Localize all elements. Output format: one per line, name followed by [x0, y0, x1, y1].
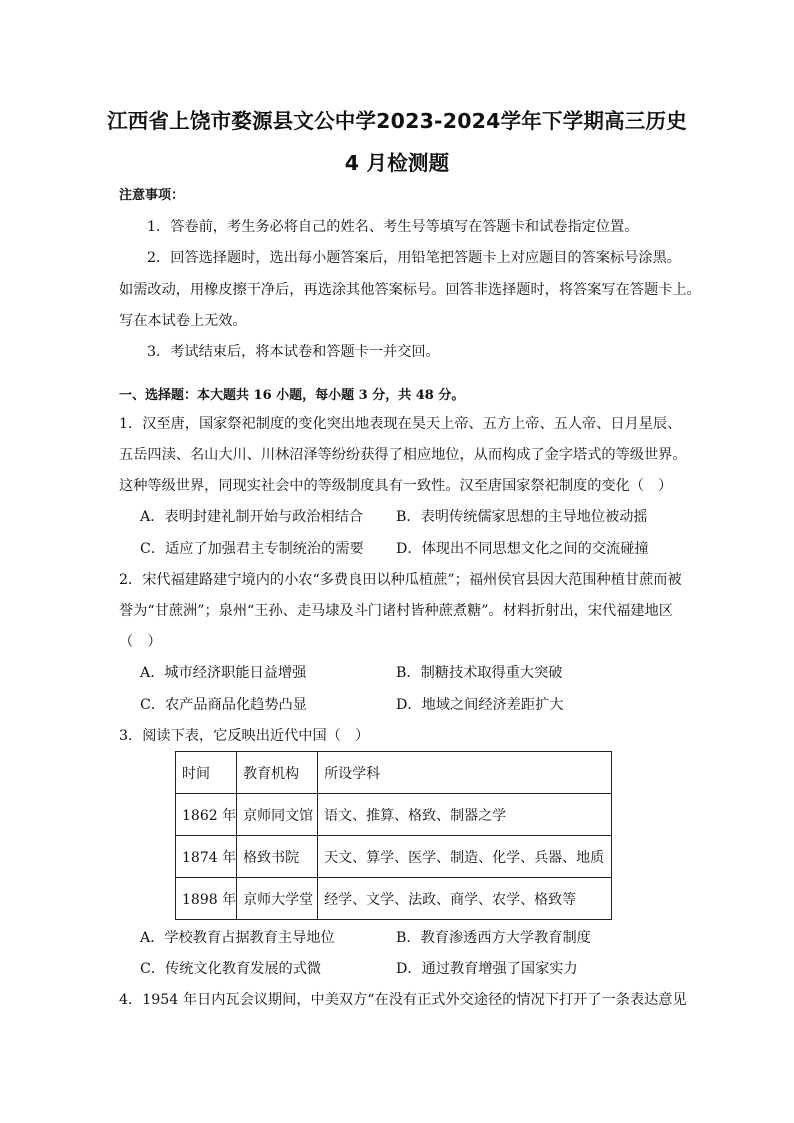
section-heading: 一、选择题：本大题共 16 小题，每小题 3 分，共 48 分。	[119, 388, 465, 403]
q2-stem-line1: 2．宋代福建路建宁境内的小农“多费良田以种瓜植蔗”；福州侯官县因大范围种植甘蔗而被	[119, 572, 682, 588]
table-row	[176, 878, 612, 920]
table-header-cell: 所设学科	[318, 752, 612, 794]
table-row	[176, 836, 612, 878]
q2-stem-line2: 誉为“甘蔗洲”；泉州“王孙、走马埭及斗门诸村皆种蔗煮糖”。材料折射出，宋代福建地区	[119, 603, 673, 619]
table-header-cell: 时间	[176, 752, 237, 794]
q1-option-c: C．适应了加强君主专制统治的需要	[140, 541, 364, 557]
table-cell: 1898 年	[176, 878, 237, 920]
q1-stem-line2: 五岳四渎、名山大川、川林沼泽等纷纷获得了相应地位，从而构成了金字塔式的等级世界。	[119, 447, 687, 463]
table-cell: 经学、文学、法政、商学、农学、格致等	[318, 878, 612, 920]
table-cell: 京师大学堂	[237, 878, 318, 920]
q1-option-d: D．体现出不同思想文化之间的交流碰撞	[396, 541, 649, 557]
q1-option-b: B．表明传统儒家思想的主导地位被动摇	[396, 509, 648, 525]
table-cell: 天文、算学、医学、制造、化学、兵器、地质	[318, 836, 612, 878]
q3-stem: 3．阅读下表，它反映出近代中国（ ）	[119, 728, 370, 744]
q3-option-c: C．传统文化教育发展的式微	[140, 961, 322, 977]
q3-option-a: A．学校教育占据教育主导地位	[140, 930, 335, 946]
exam-title-line1: 江西省上饶市婺源县文公中学2023-2024学年下学期高三历史	[107, 109, 687, 133]
table-row	[176, 794, 612, 836]
q1-stem-line3: 这种等级世界，同现实社会中的等级制度具有一致性。汉至唐国家祭祀制度的变化（ ）	[119, 478, 673, 494]
q2-option-a: A．城市经济职能日益增强	[140, 665, 307, 681]
table-header-cell: 教育机构	[237, 752, 318, 794]
notice-item-2-line3: 写在本试卷上无效。	[119, 313, 247, 329]
notice-heading: 注意事项：	[119, 188, 185, 203]
q3-table	[175, 751, 612, 920]
q2-option-d: D．地域之间经济差距扩大	[396, 697, 564, 713]
q4-stem-line1: 4．1954 年日内瓦会议期间，中美双方“在没有正式外交途径的情况下打开了一条表达意见	[119, 992, 687, 1008]
notice-item-1: 1．答卷前，考生务必将自己的姓名、考生号等填写在答题卡和试卷指定位置。	[147, 219, 639, 235]
table-cell: 1862 年	[176, 794, 237, 836]
q1-option-a: A．表明封建礼制开始与政治相结合	[140, 509, 364, 525]
q2-option-c: C．农产品商品化趋势凸显	[140, 697, 307, 713]
table-header-row	[176, 752, 612, 794]
table-cell: 格致书院	[237, 836, 318, 878]
exam-title-line2: 4 月检测题	[344, 151, 450, 175]
table-cell: 1874 年	[176, 836, 237, 878]
q3-option-b: B．教育渗透西方大学教育制度	[396, 930, 591, 946]
q2-stem-line3: （ ）	[119, 634, 162, 650]
table-cell: 语文、推算、格致、制器之学	[318, 794, 612, 836]
notice-item-2-line2: 如需改动，用橡皮擦干净后，再选涂其他答案标号。回答非选择题时，将答案写在答题卡上。	[119, 282, 701, 298]
q3-option-d: D．通过教育增强了国家实力	[396, 961, 578, 977]
notice-item-3: 3．考试结束后，将本试卷和答题卡一并交回。	[147, 344, 440, 360]
q2-option-b: B．制糖技术取得重大突破	[396, 665, 563, 681]
q1-stem-line1: 1．汉至唐，国家祭祀制度的变化突出地表现在昊天上帝、五方上帝、五人帝、日月星辰、	[119, 416, 682, 432]
notice-item-2-line1: 2．回答选择题时，选出每小题答案后，用铅笔把答题卡上对应题目的答案标号涂黑。	[147, 250, 681, 266]
table-cell: 京师同文馆	[237, 794, 318, 836]
